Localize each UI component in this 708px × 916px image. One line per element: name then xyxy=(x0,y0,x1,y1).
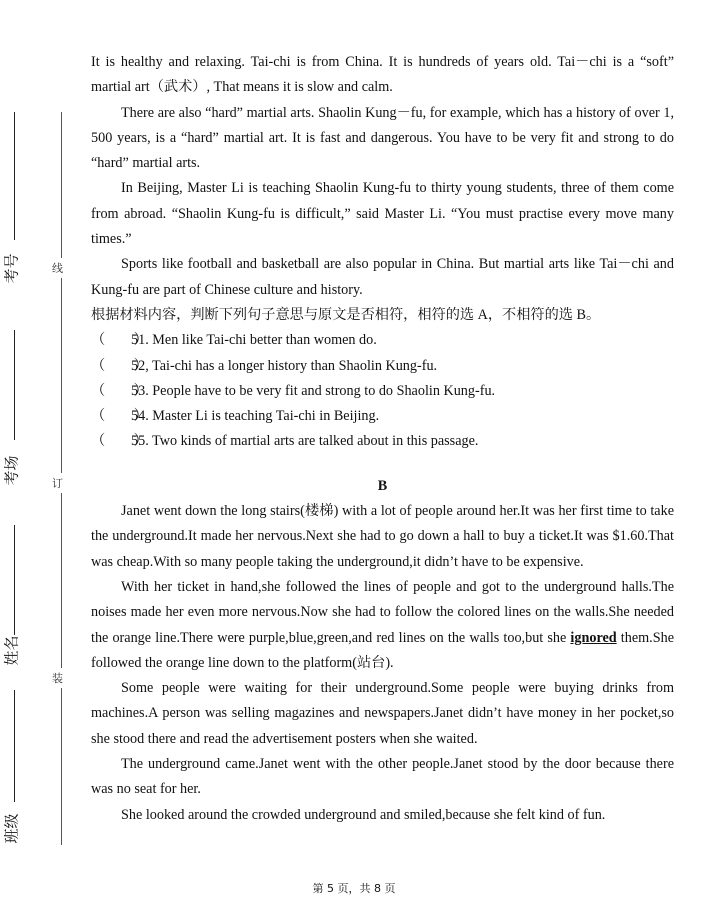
page-footer: 第 5 页，共 8 页 xyxy=(312,882,396,895)
question-text: 52, Tai-chi has a longer history than Shaolin Kung-fu. xyxy=(131,357,438,374)
paragraph-b2-start: With her ticket in hand,she followed the lines of people and got to the underground halls.The noises made her even more nervous.Now she had to follow the colored lines on the walls.She needed the orange line.There were purple,blue,green,and red lines on the walls too,but she xyxy=(91,578,674,646)
margin-rule-4 xyxy=(14,690,15,802)
paragraph-b3: Some people were waiting for their underground.Some people were buying drinks from machines.A person was selling magazines and newspapers.Janet didn’t have money in her pocket,so she stood there and read the advertisement posters when she waited. xyxy=(91,680,674,747)
answer-blank[interactable]: （ ） xyxy=(91,332,148,349)
question-55 xyxy=(91,429,674,454)
exam-room-label: 考场 xyxy=(2,455,21,486)
question-text: 51. Men like Tai-chi better than women do. xyxy=(131,332,377,349)
answer-blank[interactable]: （ ） xyxy=(91,408,148,425)
question-text: 53. People have to be very fit and strong to do Shaolin Kung-fu. xyxy=(131,382,496,399)
paragraph-b2 xyxy=(91,575,674,676)
question-text: 55. Two kinds of martial arts are talked about in this passage. xyxy=(131,433,479,450)
paragraph-a4: Sports like football and basketball are also popular in China. But martial arts like Tai－chi and Kung-fu are part of Chinese culture and history. xyxy=(91,256,674,298)
answer-blank[interactable]: （ ） xyxy=(91,433,148,450)
paragraph-b5: She looked around the crowded underground and smiled,because she felt kind of fun. xyxy=(121,806,606,823)
binding-char-ding: 订 xyxy=(52,473,63,493)
exam-number-label: 考号 xyxy=(2,253,21,284)
paragraph-b2-end: them.She followed the orange line down to the platform(站台). xyxy=(91,629,675,671)
paragraph-a3: In Beijing, Master Li is teaching Shaolin Kung-fu to thirty young students, three of them come from abroad. “Shaolin Kung-fu is difficult,” said Master Li. “You must practise every move many times.” xyxy=(91,180,674,248)
binding-char-zhuang: 装 xyxy=(52,668,63,688)
margin-rule-2 xyxy=(14,330,15,440)
paragraph-a2: There are also “hard” martial arts. Shaolin Kung－fu, for example, which has a history of over 1, 500 years, is a “hard” martial art. It is fast and dangerous. You have to be very fit and strong to do “hard” martial arts. xyxy=(91,104,674,172)
paragraph-b4: The underground came.Janet went with the other people.Janet stood by the door because there was no seat for her. xyxy=(91,756,674,798)
binding-char-xian: 线 xyxy=(52,258,63,278)
question-52 xyxy=(91,354,674,379)
question-54 xyxy=(91,404,674,429)
page-content xyxy=(91,50,674,828)
section-b-title: B xyxy=(377,477,388,494)
paragraph-a1: It is healthy and relaxing. Tai-chi is from China. It is hundreds of years old. Tai－chi is a “soft” martial art（武术）, That means it is slow and calm. xyxy=(91,54,674,96)
class-label: 班级 xyxy=(2,813,21,844)
name-label: 姓名 xyxy=(2,635,21,666)
instruction: 根据材料内容，判断下列句子意思与原文是否相符，相符的选 A，不相符的选 B。 xyxy=(91,306,601,323)
margin-rule-3 xyxy=(14,525,15,635)
paragraph-b1: Janet went down the long stairs(楼梯) with a lot of people around her.It was her first time to take the underground.It made her nervous.Next she had to go down a hall to buy a ticket.It was $1.60.That was cheap.With so many people taking the underground,it didn’t have to be expensive. xyxy=(91,503,674,570)
answer-blank[interactable]: （ ） xyxy=(91,357,148,374)
margin-rule-top xyxy=(14,112,15,240)
question-51 xyxy=(91,328,674,353)
answer-blank[interactable]: （ ） xyxy=(91,382,148,399)
question-text: 54. Master Li is teaching Tai-chi in Beijing. xyxy=(131,408,380,425)
underlined-word: ignored xyxy=(570,629,617,646)
question-53 xyxy=(91,379,674,404)
